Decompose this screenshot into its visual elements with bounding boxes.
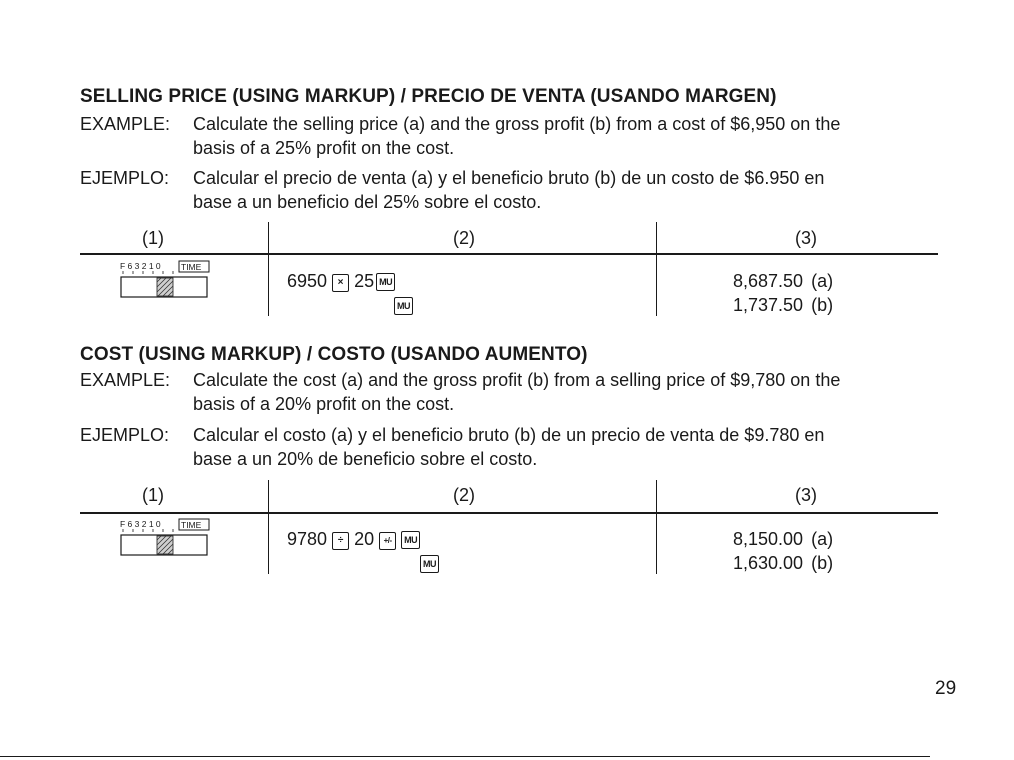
divide-key-icon: ÷	[332, 532, 349, 550]
section1-keystroke-row2	[394, 295, 413, 316]
section2-keystroke-row2	[420, 553, 439, 574]
section2-decimal-switch	[120, 518, 236, 563]
section1-table	[0, 222, 1014, 322]
section2-title: COST (USING MARKUP) / COSTO (USANDO AUMENTO)	[80, 344, 588, 365]
section2-result-a-tag: (a)	[811, 529, 834, 549]
plus-minus-key-icon: +/-	[379, 532, 396, 550]
section2-col1-header: (1)	[142, 485, 164, 505]
section2-op-num2: 20	[354, 529, 375, 549]
markup-key-icon: MU	[376, 273, 395, 291]
section1-ejemplo-label: EJEMPLO:	[80, 168, 170, 188]
section1-title: SELLING PRICE (USING MARKUP) / PRECIO DE VENTA (USANDO MARGEN)	[80, 86, 777, 107]
section1-decimal-switch	[120, 260, 236, 305]
section2-divider-1	[268, 480, 269, 574]
section2-col3-header: (3)	[795, 485, 817, 505]
section1-result-b-value: 1,737.50	[733, 295, 804, 315]
section1-header-rule	[80, 253, 938, 255]
section2-ejemplo-line2: base a un 20% de beneficio sobre el costo.	[193, 449, 538, 469]
decimal-switch-icon	[120, 518, 236, 558]
switch-time-label: TIME	[181, 520, 202, 530]
decimal-switch-icon	[120, 260, 236, 300]
section1-col3-header: (3)	[795, 228, 817, 248]
switch-time-label: TIME	[181, 262, 202, 272]
markup-key-icon: MU	[401, 531, 420, 549]
section1-divider-1	[268, 222, 269, 316]
multiply-key-icon: ×	[332, 274, 349, 292]
section2-example-line1: Calculate the cost (a) and the gross profit (b) from a selling price of $9,780 on the	[193, 370, 841, 390]
section1-ejemplo-line2: base a un beneficio del 25% sobre el costo.	[193, 192, 542, 212]
section1-keystroke-row1	[287, 271, 395, 292]
section1-ejemplo-line1: Calcular el precio de venta (a) y el beneficio bruto (b) de un costo de $6.950 en	[193, 168, 825, 188]
page-number: 29	[935, 678, 957, 699]
section2-ejemplo-label: EJEMPLO:	[80, 425, 170, 445]
section1-op-num1: 6950	[287, 271, 328, 291]
section2-example-line2: basis of a 20% profit on the cost.	[193, 394, 455, 414]
section1-example-line1: Calculate the selling price (a) and the gross profit (b) from a cost of $6,950 on the	[193, 114, 841, 134]
section1-result-a	[733, 271, 841, 292]
markup-key-icon: MU	[420, 555, 439, 573]
section2-divider-2	[656, 480, 657, 574]
section2-result-b-tag: (b)	[811, 553, 834, 573]
section2-op-num1: 9780	[287, 529, 328, 549]
markup-key-icon: MU	[394, 297, 413, 315]
section1-col2-header: (2)	[453, 228, 475, 248]
section2-result-a	[733, 529, 841, 550]
section2-ejemplo-line1: Calcular el costo (a) y el beneficio bruto (b) de un precio de venta de $9.780 en	[193, 425, 825, 445]
section1-divider-2	[656, 222, 657, 316]
section1-result-a-value: 8,687.50	[733, 271, 804, 291]
switch-position-labels: F 6 3 2 1 0	[120, 519, 161, 529]
section2-table	[0, 480, 1014, 580]
section2-result-a-value: 8,150.00	[733, 529, 804, 549]
section2-keystroke-row1	[287, 529, 420, 550]
section2-header-rule	[80, 512, 938, 514]
switch-position-labels: F 6 3 2 1 0	[120, 261, 161, 271]
section2-result-b	[733, 553, 841, 574]
page-bottom-rule	[0, 756, 930, 757]
section1-example-line2: basis of a 25% profit on the cost.	[193, 138, 455, 158]
section2-result-b-value: 1,630.00	[733, 553, 804, 573]
section1-result-b-tag: (b)	[811, 295, 834, 315]
section1-col1-header: (1)	[142, 228, 164, 248]
section1-result-a-tag: (a)	[811, 271, 834, 291]
section2-example-label: EXAMPLE:	[80, 370, 171, 390]
section1-op-num2: 25	[354, 271, 375, 291]
section1-result-b	[733, 295, 841, 316]
section2-col2-header: (2)	[453, 485, 475, 505]
section1-example-label: EXAMPLE:	[80, 114, 171, 134]
